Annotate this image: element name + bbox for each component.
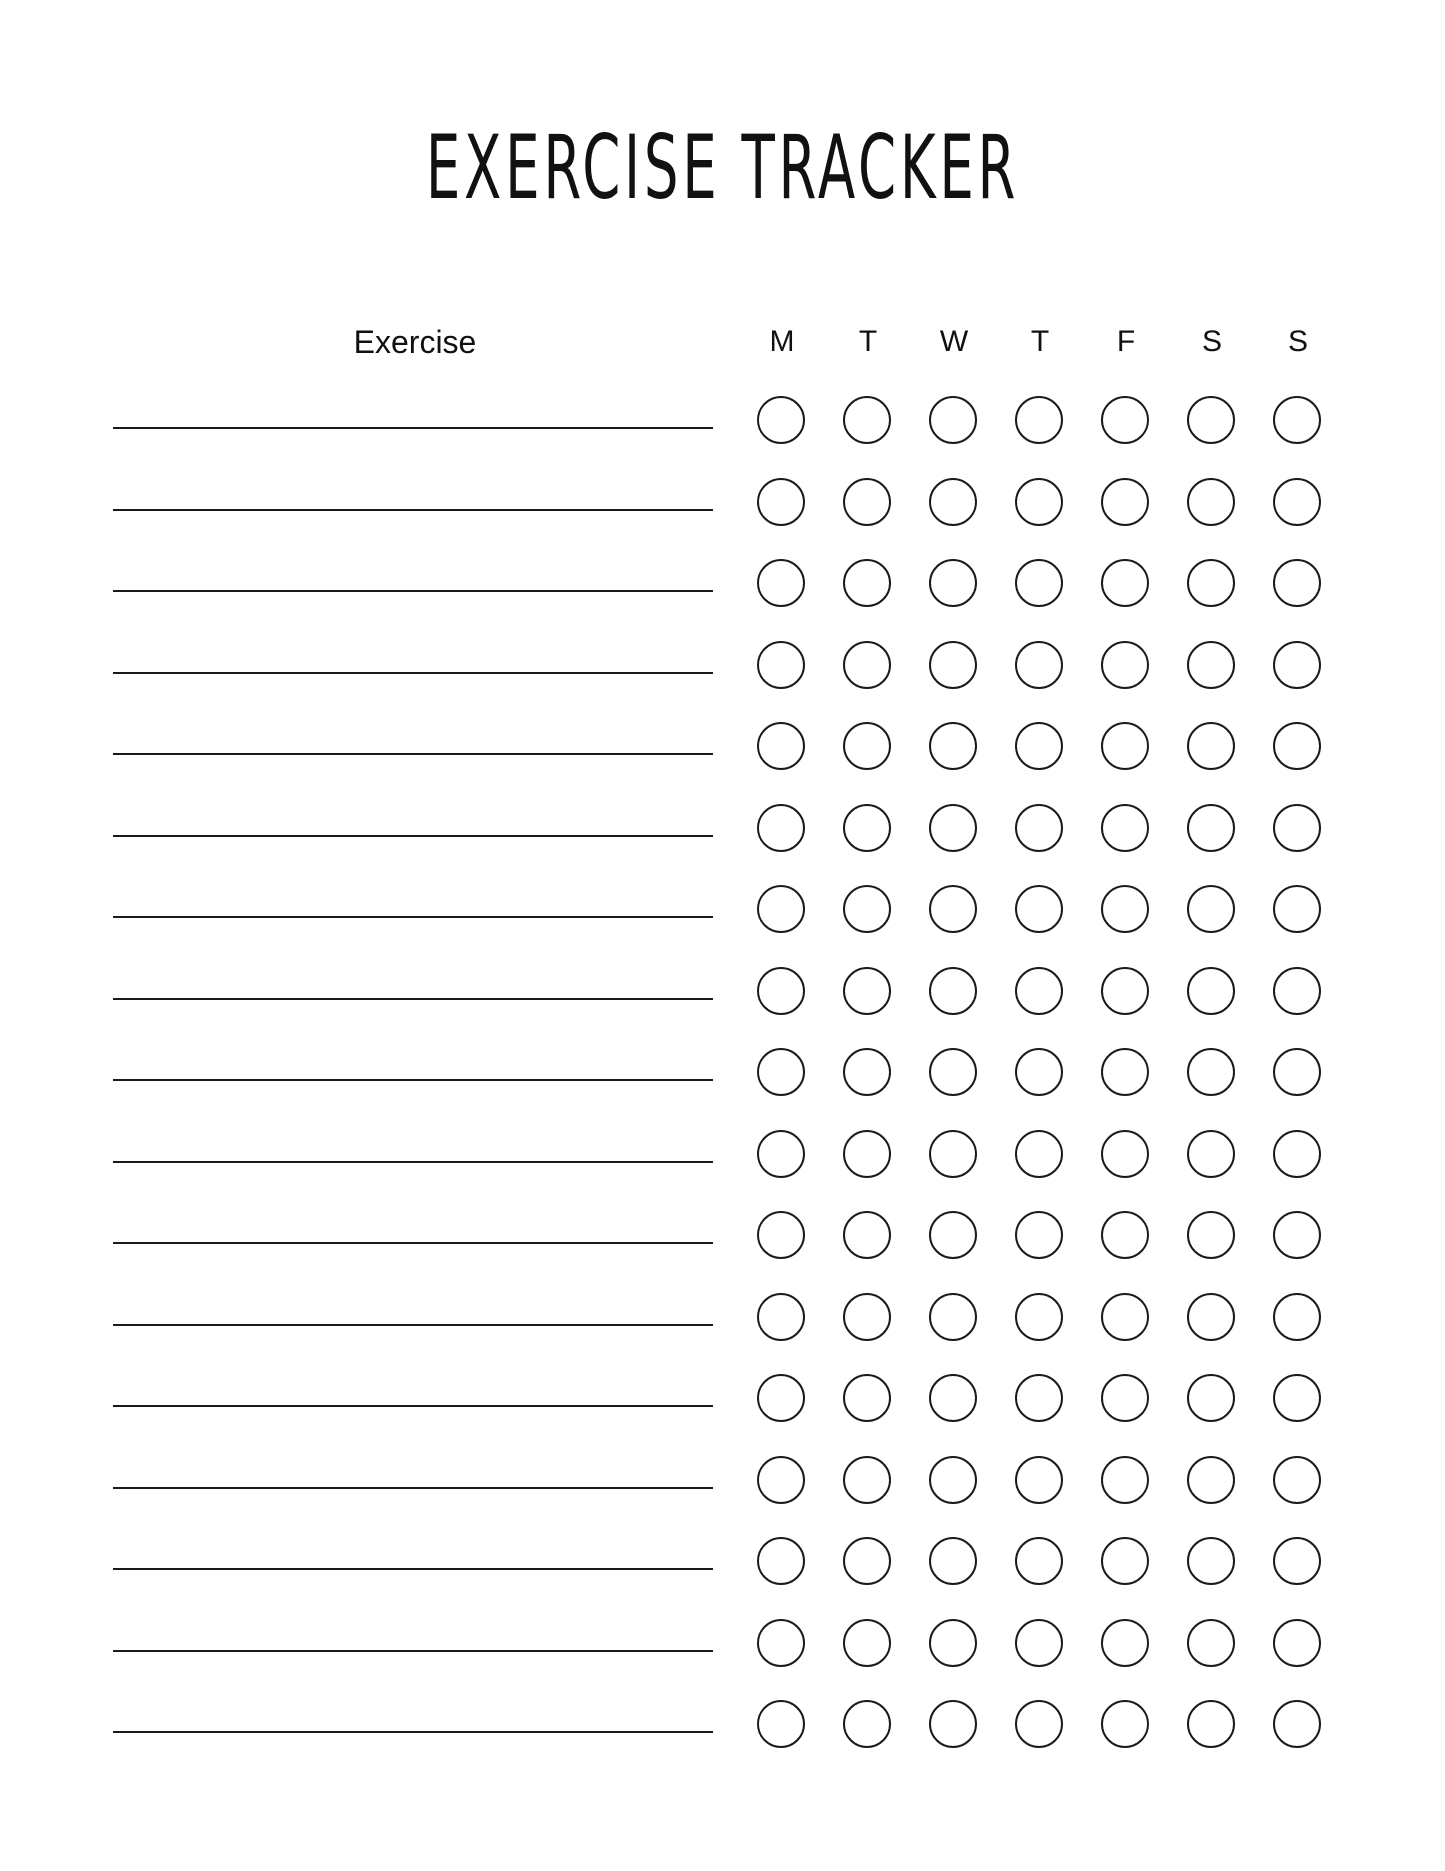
day-label-thursday: T bbox=[1030, 325, 1050, 358]
checkbox-circle-tuesday[interactable] bbox=[843, 967, 891, 1015]
checkbox-circle-saturday[interactable] bbox=[1187, 804, 1235, 852]
day-label-saturday: S bbox=[1201, 325, 1222, 358]
checkbox-circle-saturday[interactable] bbox=[1187, 722, 1235, 770]
exercise-entry-line[interactable] bbox=[113, 753, 713, 755]
checkbox-circle-wednesday[interactable] bbox=[929, 1211, 977, 1259]
checkbox-circle-thursday[interactable] bbox=[1015, 1456, 1063, 1504]
checkbox-circle-friday[interactable] bbox=[1101, 1456, 1149, 1504]
checkbox-circle-monday[interactable] bbox=[757, 1293, 805, 1341]
checkbox-circle-tuesday[interactable] bbox=[843, 1048, 891, 1096]
checkbox-circle-saturday[interactable] bbox=[1187, 478, 1235, 526]
checkbox-circle-tuesday[interactable] bbox=[843, 1130, 891, 1178]
checkbox-circle-saturday[interactable] bbox=[1187, 1293, 1235, 1341]
checkbox-circle-thursday[interactable] bbox=[1015, 1211, 1063, 1259]
checkbox-circle-sunday[interactable] bbox=[1273, 396, 1321, 444]
checkbox-circle-thursday[interactable] bbox=[1015, 967, 1063, 1015]
checkbox-circle-friday[interactable] bbox=[1101, 885, 1149, 933]
checkbox-circle-tuesday[interactable] bbox=[843, 1293, 891, 1341]
checkbox-circle-sunday[interactable] bbox=[1273, 1374, 1321, 1422]
checkbox-circle-saturday[interactable] bbox=[1187, 1700, 1235, 1748]
checkbox-circle-wednesday[interactable] bbox=[929, 641, 977, 689]
checkbox-circle-sunday[interactable] bbox=[1273, 1619, 1321, 1667]
day-label-monday: M bbox=[769, 325, 795, 358]
checkbox-circle-friday[interactable] bbox=[1101, 1048, 1149, 1096]
checkbox-circle-tuesday[interactable] bbox=[843, 1374, 891, 1422]
checkbox-circle-thursday[interactable] bbox=[1015, 559, 1063, 607]
checkbox-circle-friday[interactable] bbox=[1101, 1293, 1149, 1341]
exercise-entry-line[interactable] bbox=[113, 998, 713, 1000]
checkbox-circle-sunday[interactable] bbox=[1273, 641, 1321, 689]
checkbox-circle-thursday[interactable] bbox=[1015, 1130, 1063, 1178]
exercise-entry-line[interactable] bbox=[113, 1242, 713, 1244]
day-label-friday: F bbox=[1116, 325, 1136, 358]
checkbox-circle-monday[interactable] bbox=[757, 1619, 805, 1667]
checkbox-circle-tuesday[interactable] bbox=[843, 722, 891, 770]
checkbox-circle-thursday[interactable] bbox=[1015, 804, 1063, 852]
checkbox-circle-sunday[interactable] bbox=[1273, 1048, 1321, 1096]
checkbox-circle-tuesday[interactable] bbox=[843, 1537, 891, 1585]
checkbox-circle-friday[interactable] bbox=[1101, 1211, 1149, 1259]
checkbox-circle-monday[interactable] bbox=[757, 1130, 805, 1178]
exercise-entry-line[interactable] bbox=[113, 1405, 713, 1407]
checkbox-circle-sunday[interactable] bbox=[1273, 1130, 1321, 1178]
checkbox-circle-friday[interactable] bbox=[1101, 1537, 1149, 1585]
checkbox-circle-saturday[interactable] bbox=[1187, 1211, 1235, 1259]
checkbox-circle-saturday[interactable] bbox=[1187, 1048, 1235, 1096]
checkbox-circle-wednesday[interactable] bbox=[929, 1048, 977, 1096]
checkbox-circle-wednesday[interactable] bbox=[929, 1374, 977, 1422]
checkbox-circle-thursday[interactable] bbox=[1015, 1048, 1063, 1096]
exercise-entry-line[interactable] bbox=[113, 835, 713, 837]
checkbox-circle-friday[interactable] bbox=[1101, 1374, 1149, 1422]
checkbox-circle-sunday[interactable] bbox=[1273, 722, 1321, 770]
checkbox-circle-monday[interactable] bbox=[757, 396, 805, 444]
checkbox-circle-wednesday[interactable] bbox=[929, 1619, 977, 1667]
checkbox-circle-sunday[interactable] bbox=[1273, 1537, 1321, 1585]
checkbox-circle-sunday[interactable] bbox=[1273, 1700, 1321, 1748]
checkbox-circle-monday[interactable] bbox=[757, 1537, 805, 1585]
checkbox-circle-monday[interactable] bbox=[757, 804, 805, 852]
checkbox-circle-tuesday[interactable] bbox=[843, 559, 891, 607]
checkbox-circle-monday[interactable] bbox=[757, 559, 805, 607]
exercise-entry-line[interactable] bbox=[113, 590, 713, 592]
checkbox-circle-thursday[interactable] bbox=[1015, 885, 1063, 933]
checkbox-circle-monday[interactable] bbox=[757, 1374, 805, 1422]
checkbox-circle-tuesday[interactable] bbox=[843, 1700, 891, 1748]
checkbox-circle-saturday[interactable] bbox=[1187, 1537, 1235, 1585]
checkbox-circle-wednesday[interactable] bbox=[929, 1293, 977, 1341]
day-label-tuesday: T bbox=[858, 325, 878, 358]
checkbox-circle-thursday[interactable] bbox=[1015, 1700, 1063, 1748]
checkbox-circle-wednesday[interactable] bbox=[929, 1537, 977, 1585]
exercise-entry-line[interactable] bbox=[113, 1079, 713, 1081]
checkbox-circle-friday[interactable] bbox=[1101, 967, 1149, 1015]
checkbox-circle-tuesday[interactable] bbox=[843, 804, 891, 852]
checkbox-circle-wednesday[interactable] bbox=[929, 885, 977, 933]
checkbox-circle-tuesday[interactable] bbox=[843, 641, 891, 689]
exercise-entry-line[interactable] bbox=[113, 1731, 713, 1733]
exercise-entry-line[interactable] bbox=[113, 1568, 713, 1570]
checkbox-circle-friday[interactable] bbox=[1101, 396, 1149, 444]
checkbox-circle-saturday[interactable] bbox=[1187, 1619, 1235, 1667]
checkbox-circle-friday[interactable] bbox=[1101, 1130, 1149, 1178]
checkbox-circle-saturday[interactable] bbox=[1187, 1456, 1235, 1504]
checkbox-circle-sunday[interactable] bbox=[1273, 967, 1321, 1015]
checkbox-circle-thursday[interactable] bbox=[1015, 396, 1063, 444]
checkbox-circle-monday[interactable] bbox=[757, 885, 805, 933]
checkbox-circle-friday[interactable] bbox=[1101, 641, 1149, 689]
checkbox-circle-tuesday[interactable] bbox=[843, 478, 891, 526]
checkbox-circle-wednesday[interactable] bbox=[929, 1130, 977, 1178]
checkbox-circle-monday[interactable] bbox=[757, 478, 805, 526]
checkbox-circle-monday[interactable] bbox=[757, 967, 805, 1015]
checkbox-circle-saturday[interactable] bbox=[1187, 396, 1235, 444]
checkbox-circle-wednesday[interactable] bbox=[929, 1456, 977, 1504]
checkbox-circle-thursday[interactable] bbox=[1015, 1374, 1063, 1422]
checkbox-circle-friday[interactable] bbox=[1101, 722, 1149, 770]
checkbox-circle-wednesday[interactable] bbox=[929, 559, 977, 607]
checkbox-circle-wednesday[interactable] bbox=[929, 396, 977, 444]
exercise-entry-line[interactable] bbox=[113, 1487, 713, 1489]
checkbox-circle-friday[interactable] bbox=[1101, 1700, 1149, 1748]
checkbox-circle-saturday[interactable] bbox=[1187, 641, 1235, 689]
checkbox-circle-thursday[interactable] bbox=[1015, 641, 1063, 689]
checkbox-circle-saturday[interactable] bbox=[1187, 885, 1235, 933]
checkbox-circle-monday[interactable] bbox=[757, 722, 805, 770]
checkbox-circle-tuesday[interactable] bbox=[843, 1619, 891, 1667]
checkbox-circle-sunday[interactable] bbox=[1273, 804, 1321, 852]
exercise-entry-line[interactable] bbox=[113, 916, 713, 918]
day-label-wednesday: W bbox=[939, 325, 969, 358]
exercise-entry-line[interactable] bbox=[113, 1324, 713, 1326]
checkbox-circle-monday[interactable] bbox=[757, 1700, 805, 1748]
exercise-column-header: Exercise bbox=[353, 324, 477, 360]
exercise-entry-line[interactable] bbox=[113, 1650, 713, 1652]
checkbox-circle-friday[interactable] bbox=[1101, 804, 1149, 852]
checkbox-circle-monday[interactable] bbox=[757, 641, 805, 689]
exercise-entry-line[interactable] bbox=[113, 672, 713, 674]
checkbox-circle-saturday[interactable] bbox=[1187, 1374, 1235, 1422]
checkbox-circle-thursday[interactable] bbox=[1015, 1293, 1063, 1341]
checkbox-circle-friday[interactable] bbox=[1101, 478, 1149, 526]
checkbox-circle-tuesday[interactable] bbox=[843, 396, 891, 444]
checkbox-circle-thursday[interactable] bbox=[1015, 478, 1063, 526]
checkbox-circle-friday[interactable] bbox=[1101, 1619, 1149, 1667]
checkbox-circle-monday[interactable] bbox=[757, 1048, 805, 1096]
checkbox-circle-saturday[interactable] bbox=[1187, 1130, 1235, 1178]
checkbox-circle-sunday[interactable] bbox=[1273, 1456, 1321, 1504]
checkbox-circle-sunday[interactable] bbox=[1273, 478, 1321, 526]
page-title: EXERCISE TRACKER bbox=[425, 116, 1020, 219]
exercise-entry-line[interactable] bbox=[113, 427, 713, 429]
checkbox-circle-wednesday[interactable] bbox=[929, 722, 977, 770]
checkbox-circle-thursday[interactable] bbox=[1015, 1537, 1063, 1585]
exercise-entry-line[interactable] bbox=[113, 509, 713, 511]
checkbox-circle-sunday[interactable] bbox=[1273, 885, 1321, 933]
checkbox-circle-friday[interactable] bbox=[1101, 559, 1149, 607]
checkbox-circle-tuesday[interactable] bbox=[843, 1211, 891, 1259]
checkbox-circle-thursday[interactable] bbox=[1015, 722, 1063, 770]
exercise-entry-line[interactable] bbox=[113, 1161, 713, 1163]
checkbox-circle-saturday[interactable] bbox=[1187, 559, 1235, 607]
checkbox-circle-monday[interactable] bbox=[757, 1456, 805, 1504]
checkbox-circle-monday[interactable] bbox=[757, 1211, 805, 1259]
checkbox-circle-tuesday[interactable] bbox=[843, 1456, 891, 1504]
checkbox-circle-saturday[interactable] bbox=[1187, 967, 1235, 1015]
checkbox-circle-tuesday[interactable] bbox=[843, 885, 891, 933]
checkbox-circle-wednesday[interactable] bbox=[929, 478, 977, 526]
checkbox-circle-sunday[interactable] bbox=[1273, 559, 1321, 607]
checkbox-circle-sunday[interactable] bbox=[1273, 1211, 1321, 1259]
checkbox-circle-wednesday[interactable] bbox=[929, 967, 977, 1015]
checkbox-circle-wednesday[interactable] bbox=[929, 1700, 977, 1748]
checkbox-circle-wednesday[interactable] bbox=[929, 804, 977, 852]
checkbox-circle-thursday[interactable] bbox=[1015, 1619, 1063, 1667]
day-label-sunday: S bbox=[1287, 325, 1308, 358]
checkbox-circle-sunday[interactable] bbox=[1273, 1293, 1321, 1341]
